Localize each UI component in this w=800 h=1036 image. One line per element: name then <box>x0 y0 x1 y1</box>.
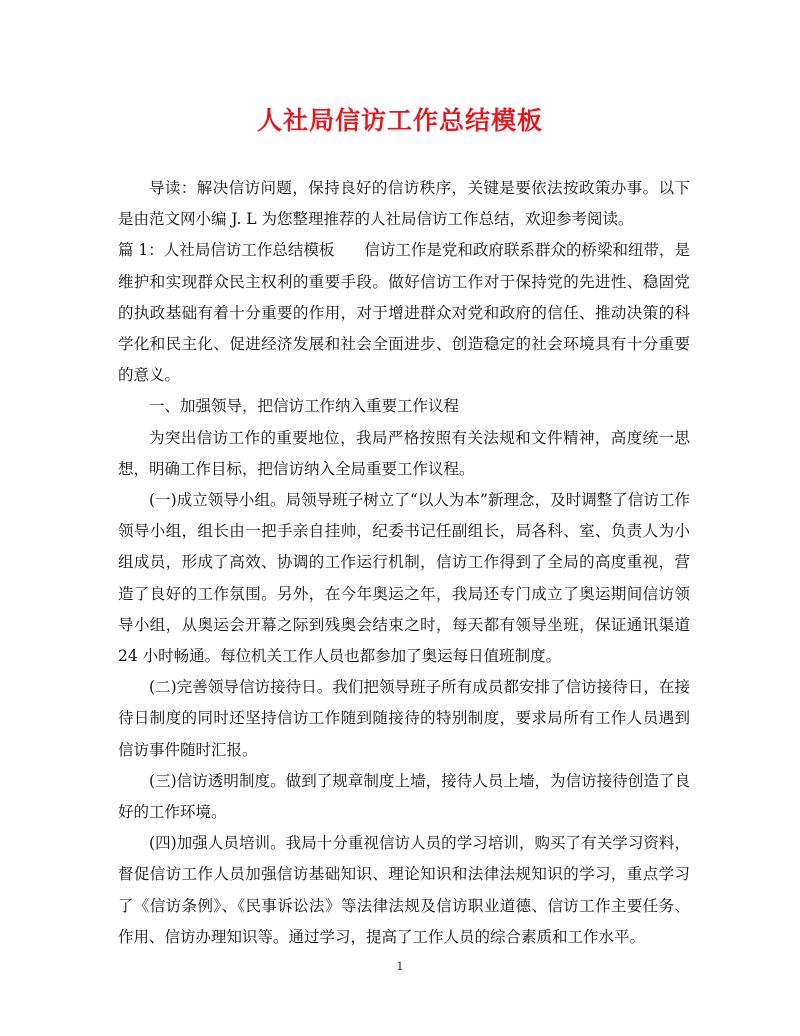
section-paragraph <box>118 235 690 391</box>
body-paragraph-5: (四)加强人员培训。我局十分重视信访人员的学习培训，购买了有关学习资料，督促信访工作人员加强信访基础知识、理论知识和法律法规知识的学习，重点学习了《信访条例》、《民事诉讼法》等法律法规及信访职业道德、信访工作主要任务、作用、信访办理知识等。通过学习，提高了工作人员的综合素质和工作水平。 <box>118 834 690 946</box>
heading-paragraph: 一、加强领导，把信访工作纳入重要工作议程 <box>149 397 460 416</box>
document-title: 人社局信访工作总结模板 <box>256 106 543 135</box>
document-body <box>118 173 690 953</box>
intro-paragraph: 导读：解决信访问题，保持良好的信访秩序，关键是要依法按政策办事。以下是由范文网小编 J. L 为您整理推荐的人社局信访工作总结，欢迎参考阅读。 <box>118 179 690 229</box>
body-paragraph-2: (一)成立领导小组。局领导班子树立了“以人为本”新理念，及时调整了信访工作领导小组，组长由一把手亲自挂帅，纪委书记任副组长，局各科、室、负责人为小组成员，形成了高效、协调的工作运行机制，信访工作得到了全局的高度重视，营造了良好的工作氛围。另外，在今年奥运之年，我局还专门成立了奥运期间信访领导小组，从奥运会开幕之际到残奥会结束之时，每天都有领导坐班，保证通讯渠道 24 小时畅通。每位机关工作人员也都参加了奥运每日值班制度。 <box>118 491 690 666</box>
page-number: 1 <box>396 960 404 973</box>
body-paragraph-1: 为突出信访工作的重要地位，我局严格按照有关法规和文件精神，高度统一思想，明确工作目标，把信访纳入全局重要工作议程。 <box>118 428 690 478</box>
section-label: 篇 1：人社局信访工作总结模板 <box>118 241 335 260</box>
section-body: 信访工作是党和政府联系群众的桥梁和纽带，是维护和实现群众民主权利的重要手段。做好信访工作对于保持党的先进性、稳固党的执政基础有着十分重要的作用，对于增进群众对党和政府的信任、推动决策的科学化和民主化、促进经济发展和社会全面进步、创造稳定的社会环境具有十分重要的意义。 <box>118 241 690 385</box>
body-paragraph-3: (二)完善领导信访接待日。我们把领导班子所有成员都安排了信访接待日，在接待日制度的同时还坚持信访工作随到随接待的特别制度，要求局所有工作人员遇到信访事件随时汇报。 <box>118 678 690 759</box>
body-paragraph-4: (三)信访透明制度。做到了规章制度上墙，接待人员上墙，为信访接待创造了良好的工作环境。 <box>118 771 690 822</box>
